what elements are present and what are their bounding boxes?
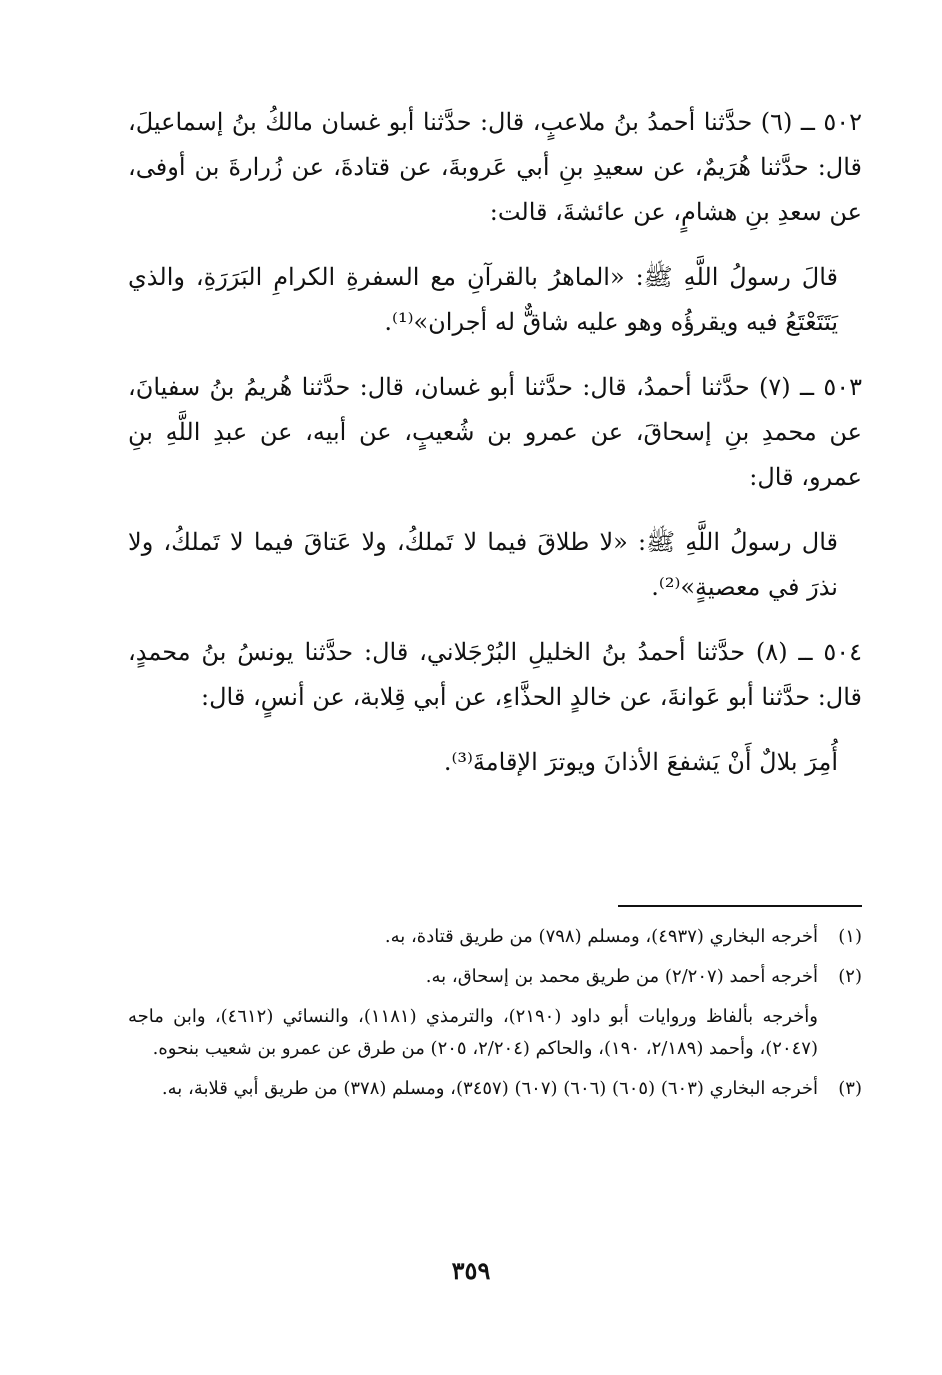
main-text	[128, 100, 862, 805]
footnote-2-continuation: وأخرجه بألفاظ وروايات أبو داود (٢١٩٠)، والترمذي (١١٨١)، والنسائي (٤٦١٢)، وابن ماجه (٢٠٤٧)، وأحمد (٢/١٨٩، ١٩٠)، والحاكم (٢/٢٠٤، ٢٠٥) من طرق عن عمرو بن شعيب بنحوه.	[128, 1006, 818, 1059]
footnote-2	[128, 961, 862, 993]
footnote-text: أخرجه البخاري (٦٠٣) (٦٠٥) (٦٠٦) (٦٠٧) (٣٤٥٧)، ومسلم (٣٧٨) من طريق أبي قلابة، به.	[161, 1078, 818, 1099]
hadith-502-isnad: ٥٠٢ ــ (٦) حدَّثنا أحمدُ بنُ ملاعبٍ، قال: حدَّثنا أبو غسان مالكُ بنُ إسماعيلَ، قال: حدَّثنا هُرَيمٌ، عن سعيدِ بنِ أبي عَروبةَ، عن قتادةَ، عن زُرارةَ بن أوفى، عن سعدِ بنِ هشامٍ، عن عائشةَ، قالت:	[128, 108, 863, 226]
footnote-number: (١)	[838, 926, 862, 947]
hadith-503-isnad: ٥٠٣ ــ (٧) حدَّثنا أحمدُ، قال: حدَّثنا أبو غسان، قال: حدَّثنا هُريمُ بنُ سفيانَ، عن محمدِ بنِ إسحاقَ، عن عمرو بن شُعيبٍ، عن أبيه، عن عبدِ اللَّهِ بنِ عمرو، قال:	[128, 373, 862, 491]
hadith-504-isnad: ٥٠٤ ــ (٨) حدَّثنا أحمدُ بنُ الخليلِ البُرْجَلاني، قال: حدَّثنا يونسُ بنُ محمدٍ، قال: حدَّثنا أبو عَوانةَ، عن خالدٍ الحذَّاءِ، عن أبي قِلابة، عن أنسٍ، قال:	[128, 638, 863, 711]
hadith-503-matn: قال رسولُ اللَّهِ ﷺ: «لا طلاقَ فيما لا تَملكُ، ولا عَتاقَ فيما لا تَملكُ، ولا نذرَ في معصيةٍ»⁽²⁾.	[128, 528, 838, 601]
footnote-1	[128, 921, 862, 953]
footnote-number: (٣)	[838, 1078, 862, 1099]
hadith-502-matn: قالَ رسولُ اللَّهِ ﷺ: «الماهرُ بالقرآنِ مع السفرةِ الكرامِ البَرَرَةِ، والذي يَتَتَعْتَعُ فيه ويقرؤُه وهو عليه شاقٌّ له أجران»⁽¹⁾.	[128, 263, 838, 336]
footnote-3	[128, 1073, 862, 1105]
page-number: ٣٥٩	[451, 1256, 491, 1285]
footnote-text: أخرجه أحمد (٢/٢٠٧) من طريق محمد بن إسحاق، به.	[425, 966, 818, 987]
footnote-divider	[618, 905, 862, 907]
footnotes	[128, 905, 862, 1113]
footnote-number: (٢)	[838, 966, 862, 987]
footnote-text: أخرجه البخاري (٤٩٣٧)، ومسلم (٧٩٨) من طريق قتادة، به.	[384, 926, 818, 947]
hadith-504-matn: أُمِرَ بلالٌ أَنْ يَشفعَ الأذانَ ويوترَ الإقامةَ⁽³⁾.	[443, 748, 838, 776]
